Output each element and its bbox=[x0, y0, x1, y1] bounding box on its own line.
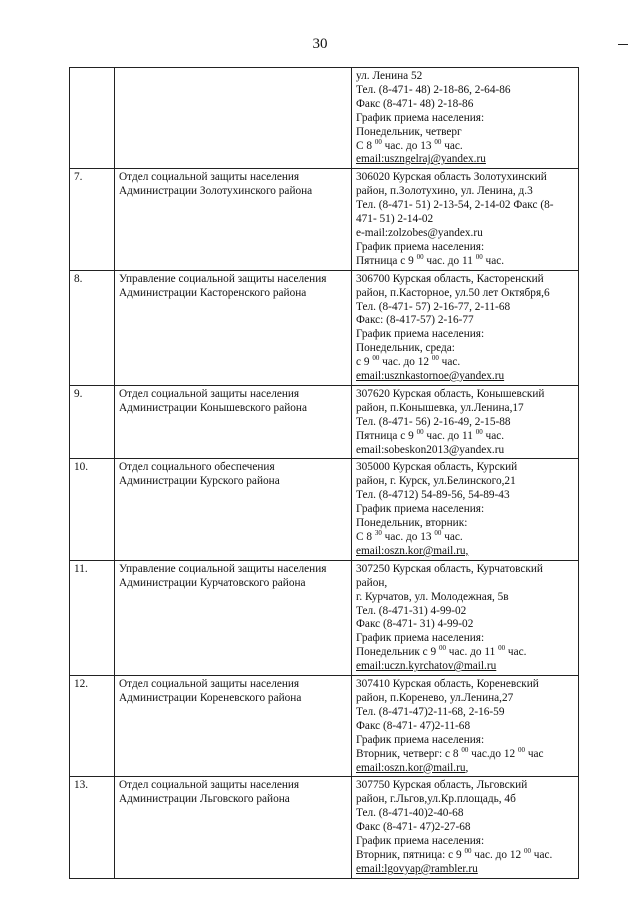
time-superscript: 00 bbox=[523, 846, 531, 855]
office-name-cell bbox=[115, 777, 352, 878]
contact-text: С 8 bbox=[356, 531, 375, 543]
office-name-cell bbox=[115, 676, 352, 777]
contact-text: час. до 11 bbox=[423, 429, 476, 442]
row-number: 12. bbox=[70, 676, 115, 777]
contact-text: График приема населения: bbox=[356, 111, 485, 124]
row-number: 13. bbox=[70, 777, 115, 878]
contact-line bbox=[356, 241, 575, 255]
margin-mark bbox=[618, 44, 628, 45]
contact-text: Пятница с 9 bbox=[356, 254, 417, 267]
contact-line bbox=[356, 199, 575, 213]
contact-text: 305000 Курская область, Курский bbox=[356, 461, 518, 474]
time-superscript: 00 bbox=[416, 252, 424, 261]
contact-line bbox=[356, 328, 575, 342]
contact-line bbox=[356, 678, 575, 692]
contact-text: Понедельник, вторник: bbox=[356, 517, 468, 530]
office-name-line: Администрации Золотухинского района bbox=[119, 185, 313, 198]
office-name-line: Администрации Курчатовского района bbox=[119, 576, 306, 589]
contact-text: Факс (8-471- 47)2-27-68 bbox=[356, 821, 471, 834]
contact-cell bbox=[352, 459, 579, 560]
contact-line bbox=[356, 793, 575, 807]
row-number: 9. bbox=[70, 385, 115, 459]
contact-text: 306700 Курская область, Касторенский bbox=[356, 272, 544, 285]
contact-text: Тел. (8-4712) 54-89-56, 54-89-43 bbox=[356, 489, 510, 502]
offices-table bbox=[69, 67, 579, 879]
time-superscript: 00 bbox=[434, 137, 442, 146]
contact-text: Вторник, пятница: с 9 bbox=[356, 848, 465, 861]
contact-text: Тел. (8-471- 56) 2-16-49, 2-15-88 bbox=[356, 415, 511, 428]
contact-text: 307250 Курская область, Курчатовский bbox=[356, 562, 543, 575]
contact-text: 307410 Курская область, Кореневский bbox=[356, 678, 539, 691]
time-superscript: 00 bbox=[434, 529, 442, 537]
contact-text: район, п.Касторное, ул.50 лет Октября,6 bbox=[356, 286, 550, 299]
row-number: 8. bbox=[70, 270, 115, 385]
contact-line bbox=[356, 745, 575, 762]
contact-line bbox=[356, 660, 575, 674]
office-name-line: Отдел социальной защиты населения bbox=[119, 171, 300, 184]
office-name-line: Отдел социальной защиты населения bbox=[119, 678, 300, 691]
table-row bbox=[70, 68, 579, 169]
email-link[interactable]: email:usznkastornoe@yandex.ru bbox=[356, 370, 505, 383]
contact-text: Тел. (8-471- 48) 2-18-86, 2-64-86 bbox=[356, 83, 511, 96]
contact-line bbox=[356, 517, 575, 531]
contact-cell bbox=[352, 385, 579, 459]
contact-text: час. до 11 bbox=[423, 254, 476, 267]
contact-text: Тел. (8-471-47)2-11-68, 2-16-59 bbox=[356, 705, 505, 718]
contact-line bbox=[356, 545, 575, 559]
contact-line bbox=[356, 402, 575, 416]
contact-text: Тел. (8-471- 57) 2-16-77, 2-11-68 bbox=[356, 300, 511, 313]
row-number: 10. bbox=[70, 459, 115, 560]
office-name-line: Управление социальной защиты населения bbox=[119, 562, 327, 575]
office-name-cell bbox=[115, 385, 352, 459]
contact-line bbox=[356, 475, 575, 489]
contact-text: район, г. Курск, ул.Белинского,21 bbox=[356, 475, 516, 488]
time-superscript: 00 bbox=[374, 137, 382, 146]
contact-line bbox=[356, 591, 575, 605]
contact-line bbox=[356, 342, 575, 356]
office-name-cell bbox=[115, 68, 352, 169]
contact-text: Пятница с 9 bbox=[356, 429, 417, 442]
contact-line bbox=[356, 618, 575, 632]
contact-line bbox=[356, 762, 575, 776]
contact-text: 306020 Курская область Золотухинский bbox=[356, 171, 547, 184]
contact-text: район, п.Коренево, ул.Ленина,27 bbox=[356, 691, 514, 704]
contact-line bbox=[356, 137, 575, 154]
contact-cell bbox=[352, 676, 579, 777]
contact-text: Вторник, четверг: с 8 bbox=[356, 747, 462, 760]
office-name-line: Управление социальной защиты населения bbox=[119, 272, 327, 285]
contact-text: Тел. (8-471- 51) 2-13-54, 2-14-02 Факс (8- bbox=[356, 199, 554, 212]
contact-text: час. до 13 bbox=[381, 531, 435, 543]
contact-line bbox=[356, 489, 575, 503]
time-superscript: 00 bbox=[461, 745, 469, 754]
contact-text: час.до 12 bbox=[468, 747, 519, 760]
time-superscript: 00 bbox=[464, 846, 472, 855]
contact-text: час. до 13 bbox=[381, 139, 435, 152]
contact-line bbox=[356, 416, 575, 430]
contact-text: район, п.Конышевка, ул.Ленина,17 bbox=[356, 401, 524, 414]
contact-text: Понедельник с 9 bbox=[356, 646, 439, 659]
time-superscript: 00 bbox=[438, 644, 446, 653]
office-name-cell bbox=[115, 459, 352, 560]
contact-line bbox=[356, 301, 575, 315]
office-name-line: Администрации Касторенского района bbox=[119, 286, 307, 299]
office-name-line: Администрации Кореневского района bbox=[119, 691, 302, 704]
contact-text: час. bbox=[438, 356, 461, 369]
contact-text: Понедельник, четверг bbox=[356, 125, 462, 138]
office-name-line: Отдел социальной защиты населения bbox=[119, 387, 300, 400]
contact-line bbox=[356, 252, 575, 269]
contact-text: С 8 bbox=[356, 139, 375, 152]
row-number: 11. bbox=[70, 560, 115, 675]
contact-text: Тел. (8-471-31) 4-99-02 bbox=[356, 604, 467, 617]
contact-text: email:sobeskon2013@yandex.ru bbox=[356, 443, 505, 456]
row-number bbox=[70, 68, 115, 169]
contact-line bbox=[356, 153, 575, 167]
time-superscript: 00 bbox=[498, 644, 506, 653]
contact-line bbox=[356, 126, 575, 140]
contact-line bbox=[356, 356, 575, 370]
contact-line bbox=[356, 461, 575, 475]
contact-line bbox=[356, 171, 575, 185]
contact-text: час. до 12 bbox=[379, 356, 432, 369]
contact-text: График приема населения: bbox=[356, 733, 485, 746]
office-name-line: Отдел социального обеспечения bbox=[119, 461, 275, 474]
time-superscript: 30 bbox=[374, 529, 382, 537]
contact-line bbox=[356, 706, 575, 720]
contact-text: район, п.Золотухино, ул. Ленина, д.3 bbox=[356, 185, 533, 198]
contact-text: 471- 51) 2-14-02 bbox=[356, 213, 434, 226]
contact-line bbox=[356, 632, 575, 646]
office-name-line: Администрации Конышевского района bbox=[119, 401, 307, 414]
contact-text: Тел. (8-471-40)2-40-68 bbox=[356, 807, 464, 820]
contact-line bbox=[356, 503, 575, 517]
contact-text: ул. Ленина 52 bbox=[356, 70, 423, 82]
contact-text: График приема населения: bbox=[356, 328, 485, 341]
contact-line bbox=[356, 370, 575, 384]
contact-line bbox=[356, 846, 575, 863]
contact-line bbox=[356, 531, 575, 545]
offices-table-body bbox=[70, 68, 579, 879]
contact-text: 307620 Курская область, Конышевский bbox=[356, 387, 545, 400]
table-row bbox=[70, 270, 579, 385]
contact-text: час. bbox=[482, 254, 505, 267]
contact-line bbox=[356, 98, 575, 112]
contact-text: График приема населения: bbox=[356, 240, 485, 253]
table-row bbox=[70, 676, 579, 777]
contact-line bbox=[356, 444, 575, 458]
contact-line bbox=[356, 213, 575, 227]
contact-text: час. bbox=[482, 429, 505, 442]
contact-text: г. Курчатов, ул. Молодежная, 5в bbox=[356, 590, 509, 603]
contact-cell bbox=[352, 169, 579, 270]
contact-line bbox=[356, 273, 575, 287]
email-link[interactable]: email:lgovyap@rambler.ru bbox=[356, 862, 478, 875]
table-row bbox=[70, 777, 579, 878]
contact-text: График приема населения: bbox=[356, 835, 485, 848]
contact-text: час. bbox=[505, 646, 527, 659]
contact-line bbox=[356, 112, 575, 126]
contact-line bbox=[356, 388, 575, 402]
contact-text: e-mail:zolzobes@yandex.ru bbox=[356, 226, 483, 239]
time-superscript: 00 bbox=[431, 354, 439, 363]
office-name-cell bbox=[115, 169, 352, 270]
contact-line bbox=[356, 577, 575, 591]
office-name-line: Администрации Льговского района bbox=[119, 793, 290, 806]
contact-line bbox=[356, 720, 575, 734]
contact-line bbox=[356, 427, 575, 444]
contact-text: График приема населения: bbox=[356, 632, 485, 645]
contact-text: Факс (8-471- 48) 2-18-86 bbox=[356, 97, 474, 110]
contact-text: район, bbox=[356, 576, 388, 589]
contact-line bbox=[356, 84, 575, 98]
contact-line bbox=[356, 646, 575, 660]
contact-line bbox=[356, 185, 575, 199]
email-link[interactable]: email:oszn.kor@mail.ru, bbox=[356, 761, 469, 774]
contact-text: Понедельник, среда: bbox=[356, 342, 455, 355]
contact-text: 307750 Курская область, Льговский bbox=[356, 779, 528, 792]
time-superscript: 00 bbox=[518, 745, 526, 754]
contact-line bbox=[356, 692, 575, 706]
contact-line bbox=[356, 70, 575, 84]
contact-text: час. до 11 bbox=[445, 646, 499, 659]
time-superscript: 00 bbox=[416, 427, 424, 436]
contact-text: Факс (8-471- 31) 4-99-02 bbox=[356, 618, 474, 631]
email-link[interactable]: email:uczn.kyrchatov@mail.ru bbox=[356, 660, 497, 673]
table-row bbox=[70, 169, 579, 270]
contact-line bbox=[356, 863, 575, 877]
contact-cell bbox=[352, 777, 579, 878]
contact-text: с 9 bbox=[356, 356, 373, 369]
contact-line bbox=[356, 807, 575, 821]
contact-cell bbox=[352, 560, 579, 675]
contact-line bbox=[356, 605, 575, 619]
contact-line bbox=[356, 287, 575, 301]
contact-text: час. bbox=[441, 531, 463, 543]
office-name-cell bbox=[115, 270, 352, 385]
office-name-line: Отдел социальной защиты населения bbox=[119, 779, 300, 792]
time-superscript: 00 bbox=[475, 252, 483, 261]
office-name-line: Администрации Курского района bbox=[119, 475, 280, 488]
time-superscript: 00 bbox=[475, 427, 483, 436]
contact-text: час. bbox=[441, 139, 463, 152]
contact-text: час. до 12 bbox=[471, 848, 524, 861]
time-superscript: 00 bbox=[372, 354, 380, 363]
contact-text: час bbox=[525, 747, 544, 760]
contact-line bbox=[356, 821, 575, 835]
table-row bbox=[70, 385, 579, 459]
table-row bbox=[70, 459, 579, 560]
row-number: 7. bbox=[70, 169, 115, 270]
contact-line bbox=[356, 563, 575, 577]
office-name-cell bbox=[115, 560, 352, 675]
contact-text: Факс: (8-417-57) 2-16-77 bbox=[356, 314, 474, 327]
contact-text: График приема населения: bbox=[356, 503, 485, 516]
contact-text: час. bbox=[530, 848, 553, 861]
contact-text: Факс (8-471- 47)2-11-68 bbox=[356, 719, 471, 732]
contact-text: район, г.Льгов,ул.Кр.площадь, 4б bbox=[356, 793, 516, 806]
contact-cell bbox=[352, 68, 579, 169]
page-number: 30 bbox=[312, 36, 328, 52]
contact-cell bbox=[352, 270, 579, 385]
contact-line bbox=[356, 779, 575, 793]
contact-line bbox=[356, 314, 575, 328]
email-link[interactable]: email:oszn.kor@mail.ru, bbox=[356, 544, 469, 557]
email-link[interactable]: email:uszngelraj@yandex.ru bbox=[356, 153, 486, 166]
table-row bbox=[70, 560, 579, 675]
contact-line bbox=[356, 227, 575, 241]
